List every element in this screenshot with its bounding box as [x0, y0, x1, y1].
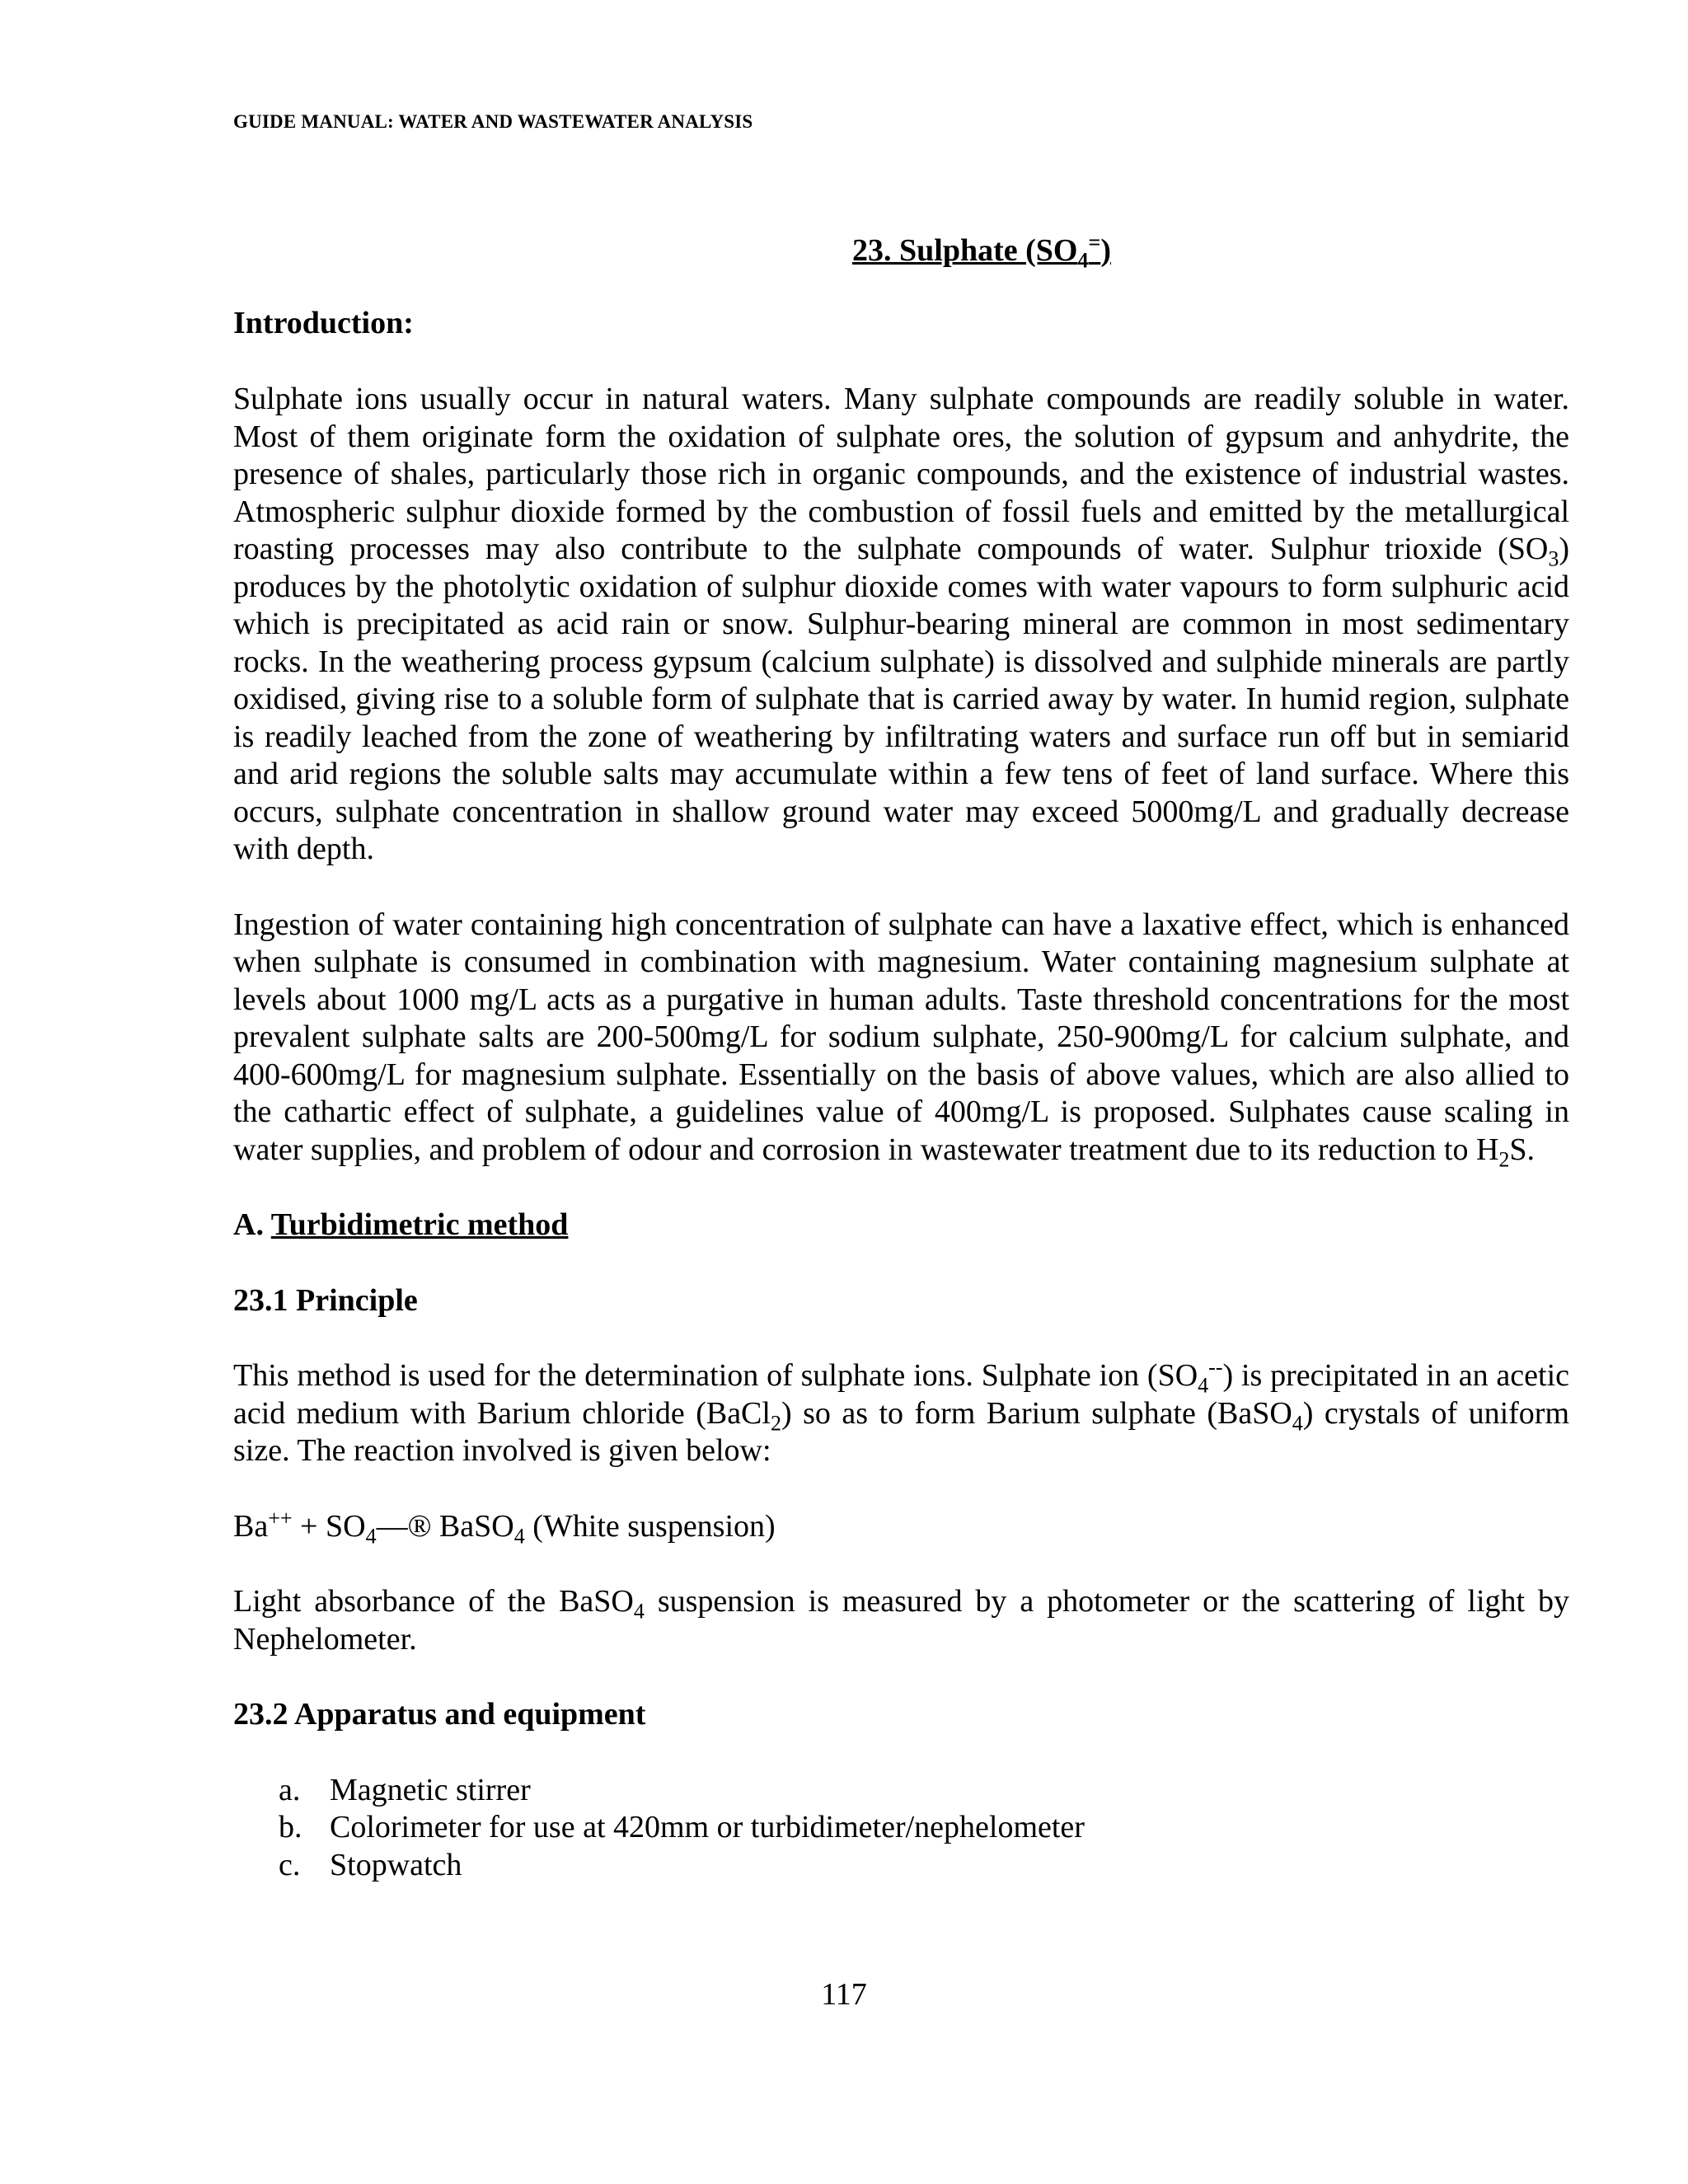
list-item-text: Stopwatch [330, 1847, 462, 1882]
paragraph-text: ) crystals of uniform size. The reaction involved is given below: [233, 1395, 1569, 1468]
method-heading [233, 1207, 1569, 1244]
apparatus-heading: 23.2 Apparatus and equipment [233, 1697, 646, 1732]
introduction-paragraph-2 [233, 907, 1569, 1172]
section-title [394, 230, 1569, 273]
paragraph-text: ) is precipitated in an acetic acid medium with Barium chloride (BaCl [233, 1358, 1569, 1431]
running-header: GUIDE MANUAL: WATER AND WASTEWATER ANALYSIS [233, 111, 753, 132]
subscript: 3 [1548, 546, 1559, 571]
paragraph-text: suspension is measured by a photometer or the scattering of light by Nephelometer. [233, 1584, 1569, 1657]
method-label: A. [233, 1207, 271, 1242]
list-item [233, 1847, 1569, 1885]
page-number: 117 [821, 1977, 867, 2012]
title-suffix: ) [1100, 233, 1111, 268]
paragraph-text: Light absorbance of the BaSO [233, 1584, 634, 1619]
list-item-text: Colorimeter for use at 420mm or turbidimeter/nephelometer [330, 1810, 1085, 1844]
apparatus-list [233, 1772, 1569, 1885]
superscript: -- [1208, 1355, 1223, 1380]
title-text: 23. Sulphate (SO [852, 233, 1078, 268]
page-content [233, 231, 1569, 1884]
paragraph-text: This method is used for the determination of sulphate ions. Sulphate ion (SO [233, 1358, 1198, 1393]
list-marker: b. [279, 1810, 302, 1844]
title-superscript: = [1088, 230, 1101, 255]
superscript: ++ [268, 1505, 293, 1530]
subscript: 4 [633, 1599, 645, 1624]
reaction-equation [233, 1505, 1569, 1549]
subscript: 2 [1498, 1147, 1510, 1172]
absorbance-paragraph [233, 1583, 1569, 1658]
subscript: 4 [365, 1524, 377, 1549]
list-item [233, 1809, 1569, 1847]
subscript: 2 [770, 1411, 781, 1436]
title-subscript: 4 [1077, 248, 1089, 273]
paragraph-text: Sulphate ions usually occur in natural waters. Many sulphate compounds are readily soluble in water. Most of them originate form the oxidation of sulphate ores, the solution of gypsum and anhydrite, the presence of shales, particularly those rich in organic compounds, and the existence of industrial wastes. Atmospheric sulphur dioxide formed by the combustion of fossil fuels and emitted by the metallurgical roasting processes may also contribute to the sulphate compounds of water. Sulphur trioxide (SO [233, 382, 1569, 566]
introduction-heading: Introduction: [233, 306, 414, 340]
paragraph-text: Ingestion of water containing high concentration of sulphate can have a laxative effect, which is enhanced when sulphate is consumed in combination with magnesium. Water containing magnesium sulphate at levels about 1000 mg/L acts as a purgative in human adults. Taste threshold concentrations for the most prevalent sulphate salts are 200-500mg/L for sodium sulphate, 250-900mg/L for calcium sulphate, and 400-600mg/L for magnesium sulphate. Essentially on the basis of above values, which are also allied to the cathartic effect of sulphate, a guidelines value of 400mg/L is proposed. Sulphates cause scaling in water supplies, and problem of odour and corrosion in wastewater treatment due to its reduction to H [233, 907, 1569, 1167]
principle-paragraph [233, 1357, 1569, 1470]
paragraph-text: ) so as to form Barium sulphate (BaSO [781, 1395, 1292, 1431]
method-name: Turbidimetric method [270, 1207, 569, 1242]
equation-text: (White suspension) [524, 1508, 776, 1544]
list-marker: c. [279, 1847, 301, 1882]
subscript: 4 [1292, 1411, 1303, 1436]
paragraph-text: ) produces by the photolytic oxidation of sulphur dioxide comes with water vapours to form sulphuric acid which is precipitated as acid rain or snow. Sulphur-bearing mineral are common in most sedimentary rocks. In the weathering process gypsum (calcium sulphate) is dissolved and sulphide minerals are partly oxidised, giving rise to a soluble form of sulphate that is carried away by water. In humid region, sulphate is readily leached from the zone of weathering by infiltrating waters and surface run off but in semiarid and arid regions the soluble salts may accumulate within a few tens of feet of land surface. Where this occurs, sulphate concentration in shallow ground water may exceed 5000mg/L and gradually decrease with depth. [233, 532, 1569, 866]
list-item [233, 1772, 1569, 1810]
paragraph-text: S. [1509, 1132, 1536, 1167]
subscript: 4 [1198, 1373, 1209, 1398]
equation-text: + SO [292, 1508, 366, 1544]
equation-text: —® BaSO [376, 1508, 514, 1544]
equation-text: Ba [233, 1508, 269, 1544]
introduction-paragraph-1 [233, 381, 1569, 869]
principle-heading: 23.1 Principle [233, 1282, 418, 1318]
list-marker: a. [279, 1772, 301, 1807]
subscript: 4 [513, 1524, 525, 1549]
list-item-text: Magnetic stirrer [330, 1772, 531, 1807]
